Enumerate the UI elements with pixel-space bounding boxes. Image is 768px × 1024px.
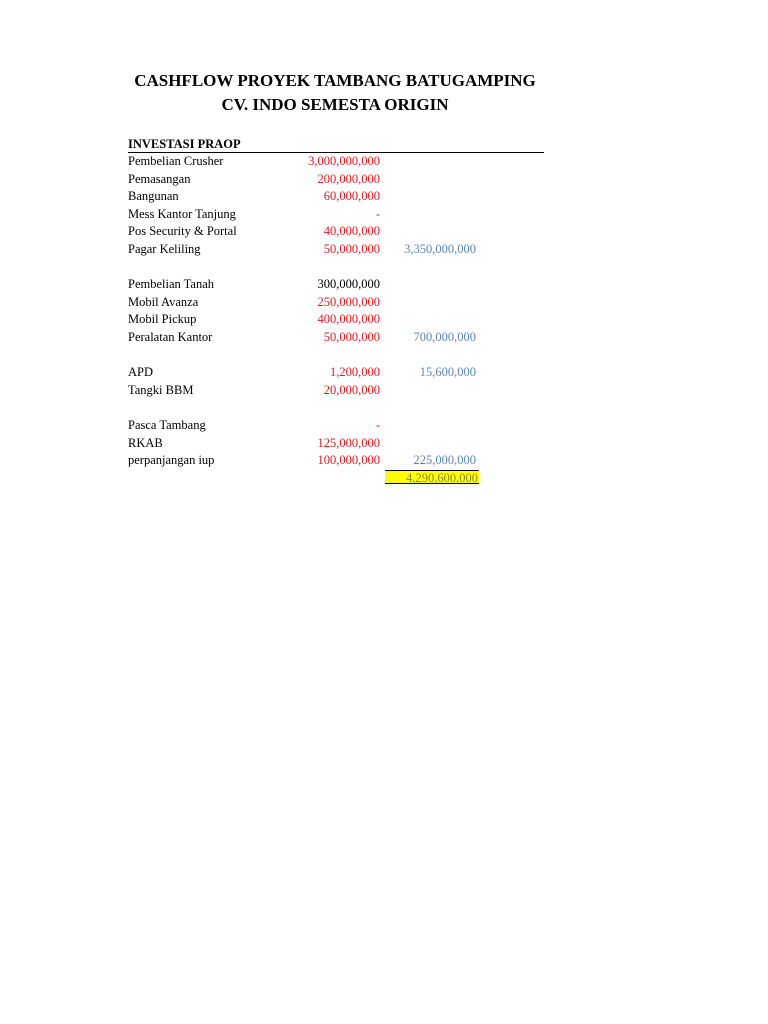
investment-row	[128, 276, 544, 294]
spacer-row	[128, 347, 544, 365]
item-label: Pos Security & Portal	[128, 224, 237, 239]
item-label: perpanjangan iup	[128, 453, 215, 468]
investment-row	[128, 435, 544, 453]
item-label: Mobil Pickup	[128, 312, 197, 327]
investment-row	[128, 153, 544, 171]
item-amount: -	[375, 417, 380, 432]
spacer-row	[128, 399, 544, 417]
item-amount: 50,000,000	[323, 241, 380, 256]
investment-row	[128, 223, 544, 241]
section-heading	[128, 136, 544, 153]
item-label: Pembelian Tanah	[128, 277, 215, 292]
investment-row	[128, 329, 544, 347]
item-label: Mess Kantor Tanjung	[128, 206, 236, 221]
investment-row	[128, 452, 544, 470]
item-amount: 3,000,000,000	[308, 154, 380, 168]
item-label: Tangki BBM	[128, 382, 194, 397]
section-heading-label: INVESTASI PRAOP	[128, 137, 241, 151]
item-amount: 250,000,000	[317, 294, 380, 309]
item-amount: 40,000,000	[323, 224, 380, 239]
investment-row	[128, 311, 544, 329]
item-label: Pemasangan	[128, 171, 191, 186]
item-subtotal: 700,000,000	[413, 329, 476, 344]
grand-total-row	[128, 470, 544, 486]
investment-row	[128, 241, 544, 259]
investment-sheet	[128, 136, 544, 486]
item-label: Pasca Tambang	[128, 417, 206, 432]
spacer-row	[128, 259, 544, 277]
investment-row	[128, 364, 544, 382]
company-name: CV. INDO SEMESTA ORIGIN	[221, 95, 449, 114]
item-label: Mobil Avanza	[128, 294, 199, 309]
investment-row	[128, 294, 544, 312]
item-amount: 400,000,000	[317, 312, 380, 327]
investment-rows	[128, 153, 544, 470]
item-amount: 300,000,000	[317, 277, 380, 292]
grand-total-value: 4,290,600,000	[385, 470, 479, 484]
item-amount: 100,000,000	[317, 453, 380, 468]
item-amount: 20,000,000	[323, 382, 380, 397]
item-label: Peralatan Kantor	[128, 329, 213, 344]
investment-row	[128, 382, 544, 400]
item-subtotal: 15,600,000	[419, 365, 476, 380]
item-label: RKAB	[128, 435, 163, 450]
item-label: APD	[128, 365, 154, 380]
report-title: CASHFLOW PROYEK TAMBANG BATUGAMPING	[134, 71, 536, 90]
item-subtotal: 3,350,000,000	[404, 241, 476, 256]
investment-row	[128, 206, 544, 224]
item-amount: 1,200,000	[330, 365, 380, 380]
item-amount: 50,000,000	[323, 329, 380, 344]
investment-row	[128, 188, 544, 206]
item-amount: 125,000,000	[317, 435, 380, 450]
item-label: Bangunan	[128, 189, 179, 204]
item-label: Pembelian Crusher	[128, 154, 224, 168]
item-subtotal: 225,000,000	[413, 453, 476, 468]
item-amount: 200,000,000	[317, 171, 380, 186]
investment-row	[128, 171, 544, 189]
item-label: Pagar Keliling	[128, 241, 201, 256]
item-amount: -	[375, 206, 380, 221]
item-amount: 60,000,000	[323, 189, 380, 204]
investment-row	[128, 417, 544, 435]
